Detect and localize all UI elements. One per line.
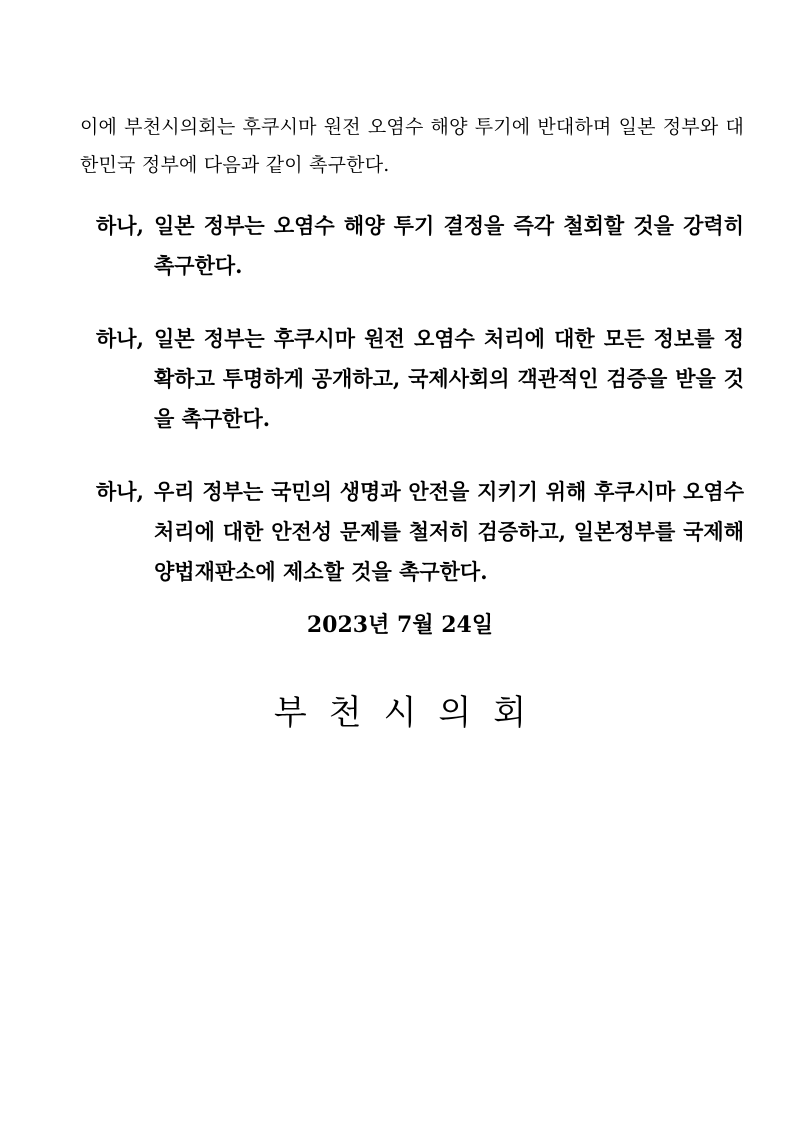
resolution-text: 일본 정부는 후쿠시마 원전 오염수 처리에 대한 모든 정보를 정확하고 투명하게 공개하고, 국제사회의 객관적인 검증을 받을 것을 촉구한다. — [154, 326, 744, 431]
resolution-item — [96, 206, 744, 286]
resolution-prefix: 하나, — [96, 326, 144, 351]
document-date: 2023년 7월 24일 — [306, 612, 494, 638]
resolution-item — [96, 472, 744, 592]
resolution-text: 우리 정부는 국민의 생명과 안전을 지키기 위해 후쿠시마 오염수 처리에 대한 안전성 문제를 철저히 검증하고, 일본정부를 국제해양법재판소에 제소할 것을 촉구한다. — [154, 479, 744, 584]
organization-signature: 부천시의회 — [273, 693, 549, 733]
resolution-list — [96, 206, 744, 625]
resolution-item — [96, 319, 744, 439]
resolution-text: 일본 정부는 오염수 해양 투기 결정을 즉각 철회할 것을 강력히 촉구한다. — [154, 213, 744, 278]
intro-paragraph: 이에 부천시의회는 후쿠시마 원전 오염수 해양 투기에 반대하며 일본 정부와 대한민국 정부에 다음과 같이 촉구한다. — [80, 116, 744, 176]
resolution-prefix: 하나, — [96, 213, 144, 238]
resolution-prefix: 하나, — [96, 479, 144, 504]
